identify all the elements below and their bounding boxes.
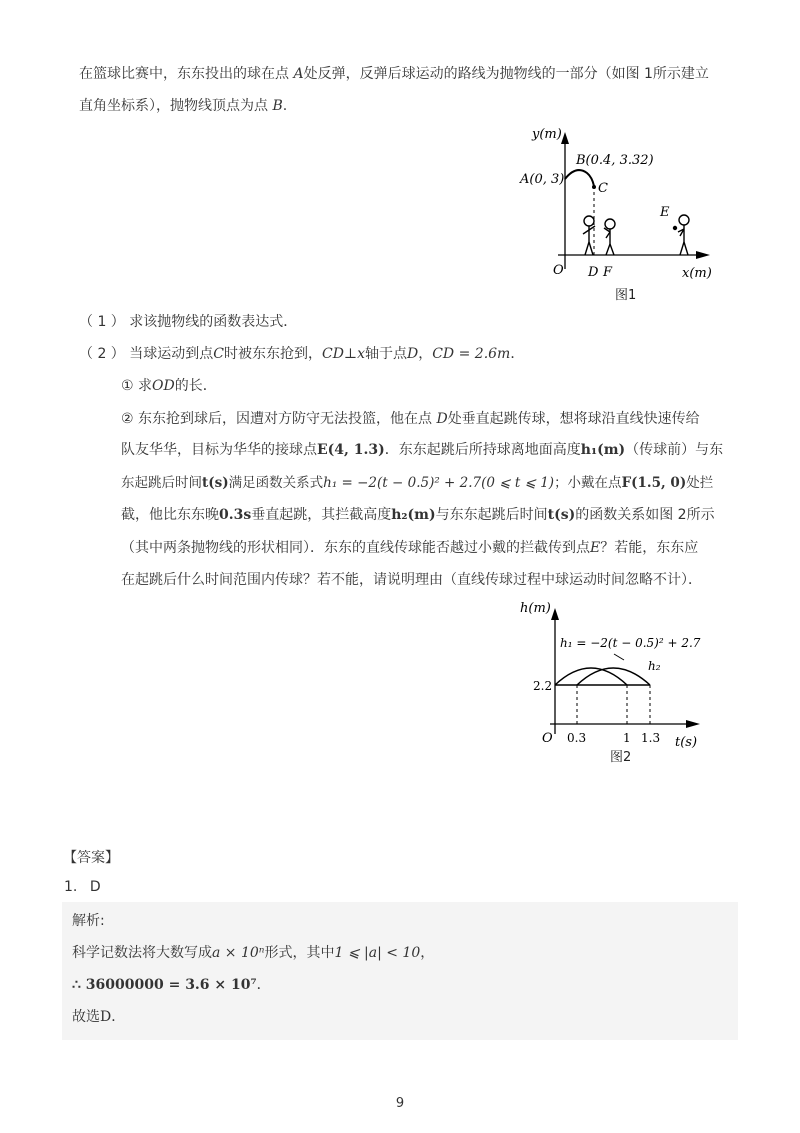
fig1-point-E [673, 226, 677, 230]
fig2-ytick-2.2: 2.2 [533, 679, 553, 693]
answer-number: 1. [64, 879, 78, 895]
text: ② 东东抢到球后，因遭对方防守无法投篮，他在点 [121, 411, 437, 427]
text: ；小戴在点 [554, 475, 622, 491]
fig1-label-A: A(0, 3) [520, 172, 565, 187]
answer-choice: D [100, 1009, 112, 1025]
text: 处反弹，反弹后球运动的路线为抛物线的一部分（如图 1所示建立 [303, 66, 709, 82]
math-h1: h₁(m) [580, 442, 626, 458]
sub-question-2-line5 [121, 538, 698, 558]
math-result: ∴ 36000000 = 3.6 × 10⁷ [72, 977, 257, 993]
fig2-x-arrow-icon [686, 720, 700, 728]
fig2-label-h1: h₁ = −2(t − 0.5)² + 2.7 [560, 636, 701, 650]
math-F: F(1.5, 0) [621, 475, 687, 491]
text: 科学记数法将大数写成 [72, 945, 212, 961]
figure-2 [510, 594, 725, 774]
sub-question-2-line6 [121, 570, 702, 590]
fig2-curve-h2 [577, 668, 650, 685]
text: 故选 [72, 1009, 100, 1025]
sub-question-2-line4 [121, 505, 715, 525]
math-D: D [436, 411, 448, 427]
analysis-line2 [72, 975, 271, 995]
text: ？若能，东东应 [600, 540, 699, 556]
fig1-y-label: y(m) [532, 127, 562, 142]
fig1-x-label: x(m) [682, 266, 712, 281]
text: . [282, 98, 288, 114]
text: ． [111, 1009, 126, 1025]
text: 时被东东抢到， [223, 346, 322, 362]
text: ． [510, 346, 525, 362]
fig2-label-h2: h₂ [648, 659, 661, 673]
text: （传球前）与东 [625, 442, 724, 458]
math-B: B [272, 98, 283, 114]
math-CD-perp: CD⊥x [321, 346, 365, 362]
fig2-xtick-1: 1 [623, 731, 631, 745]
math-C: C [213, 346, 224, 362]
fig1-player-dongdong-icon [583, 216, 595, 255]
text: ．东东起跳后所持球离地面高度 [384, 442, 581, 458]
page-number-text: 9 [395, 1096, 405, 1111]
text: 在起跳后什么时间范围内传球？若不能，请说明理由（直线传球过程中球运动时间忽略不计）． [121, 572, 702, 588]
text: 截，他比东东晚 [121, 507, 219, 523]
fig1-player-xiaodai-icon [604, 219, 615, 255]
fig1-caption: 图1 [615, 288, 637, 303]
math-CD-value: CD = 2.6m [432, 346, 511, 362]
page-number [0, 1096, 800, 1111]
text: 的函数关系如图 2所示 [575, 507, 715, 523]
answer-header [63, 848, 119, 868]
fig2-y-arrow-icon [551, 608, 559, 620]
math-t: t(s) [547, 507, 576, 523]
fig1-label-D: D [588, 265, 599, 280]
text: 直角坐标系），抛物线顶点为点 [79, 98, 273, 114]
fig1-player-huahua-icon [678, 215, 689, 255]
sub-question-1 [121, 376, 217, 396]
math-range: 1 ⩽ |a| < 10 [334, 945, 421, 961]
fig1-point-C [592, 185, 596, 189]
fig1-label-C: C [598, 181, 608, 196]
fig2-x-label: t(s) [675, 735, 698, 750]
question-2 [79, 344, 524, 364]
text: ． [256, 977, 271, 993]
problem-intro-line1 [79, 64, 709, 84]
math-OD: OD [152, 378, 175, 394]
problem-intro-line2 [79, 96, 287, 116]
fig2-leader-h2 [614, 654, 624, 660]
text: 东起跳后时间 [121, 475, 202, 491]
fig2-xtick-1.3: 1.3 [641, 731, 661, 745]
text: ， [420, 945, 435, 961]
math-0.3s: 0.3s [219, 507, 252, 523]
question-1 [79, 312, 297, 332]
answer-item [64, 877, 101, 897]
math-h1-formula: h₁ = −2(t − 0.5)² + 2.7(0 ⩽ t ⩽ 1) [323, 475, 555, 491]
math-E: E(4, 1.3) [317, 442, 385, 458]
analysis-box [62, 902, 738, 1040]
analysis-line3 [72, 1007, 125, 1027]
fig1-label-B: B(0.4, 3.32) [576, 153, 654, 168]
math-h2: h₂(m) [391, 507, 436, 523]
text: （其中两条抛物线的形状相同）．东东的直线传球能否越过小戴的拦截传到点 [121, 540, 590, 556]
sub-question-2-line2 [121, 440, 723, 460]
text: 处垂直起跳传球，想将球沿直线快速传给 [447, 411, 700, 427]
text: 解析: [72, 913, 105, 929]
text: 的长． [174, 378, 217, 394]
answer-value: D [89, 879, 101, 895]
fig1-label-F: F [603, 265, 613, 280]
text: ① 求 [121, 378, 153, 394]
analysis-title [72, 911, 105, 931]
math-E: E [590, 540, 601, 556]
text: 与东东起跳后时间 [435, 507, 548, 523]
analysis-line1 [72, 943, 434, 963]
text: 满足函数关系式 [228, 475, 324, 491]
fig1-label-E: E [660, 205, 670, 220]
text: 形式，其中 [264, 945, 335, 961]
math-D: D [406, 346, 419, 362]
text: 在篮球比赛中，东东投出的球在点 [79, 66, 294, 82]
fig1-y-arrow-icon [561, 132, 569, 144]
text: 处拦 [686, 475, 714, 491]
sub-question-2-line3 [121, 473, 713, 493]
text: 队友华华，目标为华华的接球点 [121, 442, 317, 458]
text: （ 1 ） 求该抛物线的函数表达式． [79, 314, 298, 330]
fig2-y-label: h(m) [520, 601, 551, 616]
sub-question-2-line1 [121, 409, 700, 429]
text: ， [418, 346, 433, 362]
text: （ 2 ） 当球运动到点 [79, 346, 214, 362]
fig2-origin: O [542, 731, 553, 746]
math-A: A [293, 66, 304, 82]
fig2-xtick-0.3: 0.3 [567, 731, 587, 745]
fig1-x-arrow-icon [696, 251, 710, 259]
figure-1 [510, 124, 720, 304]
fig1-parabola [565, 170, 594, 186]
fig1-origin: O [553, 263, 564, 278]
text: 【答案】 [63, 850, 119, 866]
math-t: t(s) [202, 475, 229, 491]
fig2-caption: 图2 [610, 750, 632, 765]
text: 垂直起跳，其拦截高度 [251, 507, 392, 523]
fig2-curve-h1 [555, 668, 627, 685]
text: 轴于点 [364, 346, 407, 362]
math-sci-form: a × 10ⁿ [212, 945, 265, 961]
